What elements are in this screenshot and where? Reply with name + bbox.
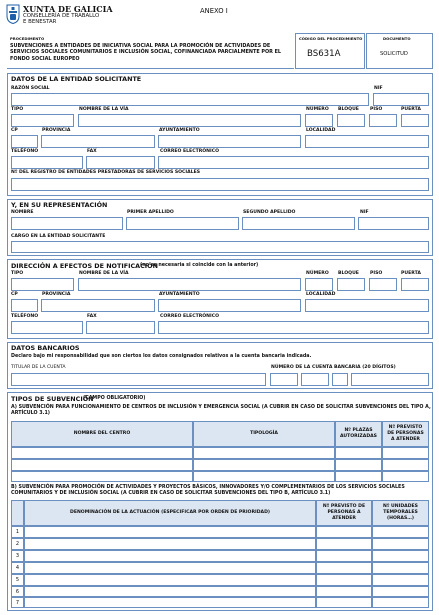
label-n-fax: FAX bbox=[87, 314, 97, 319]
label-n-ayuntamiento: AYUNTAMIENTO bbox=[159, 292, 200, 297]
table-b-row[interactable] bbox=[372, 574, 429, 586]
table-b-header-num bbox=[11, 500, 24, 526]
table-b-row-number: 4 bbox=[11, 562, 24, 574]
localidad-input[interactable] bbox=[305, 135, 429, 148]
n-bloque-input[interactable] bbox=[337, 278, 365, 291]
label-puerta: PUERTA bbox=[401, 107, 421, 112]
table-b-row[interactable] bbox=[24, 597, 316, 608]
representative-section-title: Y, EN SU REPRESENTACIÓN bbox=[11, 201, 108, 209]
table-b-row[interactable] bbox=[372, 562, 429, 574]
table-a-row[interactable] bbox=[11, 459, 193, 471]
annex-title: ANEXO I bbox=[200, 7, 228, 15]
label-rep-nif: NIF bbox=[360, 210, 369, 215]
table-b-row[interactable] bbox=[316, 562, 372, 574]
table-a-header-centro: NOMBRE DEL CENTRO bbox=[11, 421, 193, 447]
rep-apellido1-input[interactable] bbox=[126, 217, 239, 230]
table-b-row[interactable] bbox=[316, 538, 372, 550]
label-piso: PISO bbox=[370, 107, 383, 112]
document-label: DOCUMENTO bbox=[383, 36, 411, 41]
label-razon-social: RAZÓN SOCIAL bbox=[11, 86, 50, 91]
table-b-row[interactable] bbox=[24, 538, 316, 550]
label-n-localidad: LOCALIDAD bbox=[306, 292, 336, 297]
n-telefono-input[interactable] bbox=[11, 321, 83, 334]
table-b-row[interactable] bbox=[24, 550, 316, 562]
cuenta-dc-input[interactable] bbox=[332, 373, 348, 386]
provincia-input[interactable] bbox=[41, 135, 155, 148]
rep-nif-input[interactable] bbox=[358, 217, 429, 230]
table-a-header-personas: Nº PREVISTO DE PERSONAS A ATENDER bbox=[382, 421, 429, 447]
table-b-row[interactable] bbox=[24, 586, 316, 597]
xunta-logo bbox=[6, 4, 20, 24]
notification-section-title: DIRECCIÓN A EFECTOS DE NOTIFICACIÓN bbox=[11, 262, 158, 270]
label-localidad: LOCALIDAD bbox=[306, 128, 336, 133]
table-b-row[interactable] bbox=[372, 550, 429, 562]
fax-input[interactable] bbox=[86, 156, 155, 169]
table-a-row[interactable] bbox=[335, 447, 382, 459]
table-b-row[interactable] bbox=[372, 526, 429, 538]
table-a-row[interactable] bbox=[382, 447, 429, 459]
bank-section-title: DATOS BANCARIOS bbox=[11, 344, 80, 352]
n-fax-input[interactable] bbox=[86, 321, 155, 334]
table-a-row[interactable] bbox=[11, 471, 193, 482]
cuenta-oficina-input[interactable] bbox=[301, 373, 329, 386]
n-nombre-via-input[interactable] bbox=[78, 278, 301, 291]
entity-section-title: DATOS DE LA ENTIDAD SOLICITANTE bbox=[11, 75, 142, 83]
label-rep-apellido1: PRIMER APELLIDO bbox=[127, 210, 174, 215]
piso-input[interactable] bbox=[369, 114, 397, 127]
label-cuenta: NÚMERO DE LA CUENTA BANCARIA (20 DÍGITOS) bbox=[271, 365, 396, 370]
table-b-row[interactable] bbox=[372, 538, 429, 550]
label-telefono: TELÉFONO bbox=[11, 149, 39, 154]
label-titular: TITULAR DE LA CUENTA bbox=[11, 365, 66, 370]
procedure-code-value: BS631A bbox=[307, 49, 341, 59]
ayuntamiento-input[interactable] bbox=[158, 135, 301, 148]
procedure-code-label: CÓDIGO DEL PROCEDIMIENTO bbox=[299, 36, 363, 41]
titular-input[interactable] bbox=[11, 373, 266, 386]
table-b-row-number: 1 bbox=[11, 526, 24, 538]
label-n-correo: CORREO ELECTRÓNICO bbox=[160, 314, 219, 319]
registro-input[interactable] bbox=[11, 178, 429, 191]
rep-cargo-input[interactable] bbox=[11, 241, 429, 253]
telefono-input[interactable] bbox=[11, 156, 83, 169]
table-b-row[interactable] bbox=[24, 574, 316, 586]
subsidy-a-text: A) SUBVENCIÓN PARA FUNCIONAMIENTO DE CENTROS DE INCLUSIÓN Y EMERGENCIA SOCIAL (A CUBRIR EN CASO DE SOLICITAR SUBVENCIONES DEL TIPO A, ARTÍCULO 3.1) bbox=[11, 405, 431, 417]
table-a-row[interactable] bbox=[382, 471, 429, 482]
n-numero-input[interactable] bbox=[305, 278, 333, 291]
label-numero: NÚMERO bbox=[306, 107, 329, 112]
label-bloque: BLOQUE bbox=[338, 107, 359, 112]
table-b-header-denominacion: DENOMINACIÓN DE LA ACTUACIÓN (ESPECIFICAR POR ORDEN DE PRIORIDAD) bbox=[24, 500, 316, 526]
table-b-header-unidades: Nº UNIDADES TEMPORALES (HORAS…) bbox=[372, 500, 429, 526]
razon-social-input[interactable] bbox=[11, 93, 369, 106]
label-n-telefono: TELÉFONO bbox=[11, 314, 39, 319]
label-provincia: PROVINCIA bbox=[42, 128, 71, 133]
logo-subtitle-2: E BENESTAR bbox=[23, 19, 57, 25]
table-a-row[interactable] bbox=[335, 471, 382, 482]
subsidy-section-title: TIPOS DE SUBVENCIÓN bbox=[11, 395, 94, 403]
n-correo-input[interactable] bbox=[158, 321, 429, 334]
label-rep-nombre: NOMBRE bbox=[11, 210, 34, 215]
nombre-via-input[interactable] bbox=[78, 114, 301, 127]
table-b-row[interactable] bbox=[316, 586, 372, 597]
label-ayuntamiento: AYUNTAMIENTO bbox=[159, 128, 200, 133]
table-b-row[interactable] bbox=[316, 526, 372, 538]
label-n-nombre-via: NOMBRE DE LA VÍA bbox=[79, 271, 129, 276]
document-value: SOLICITUD bbox=[380, 51, 408, 57]
n-localidad-input[interactable] bbox=[305, 299, 429, 312]
table-a-row[interactable] bbox=[382, 459, 429, 471]
label-nif: NIF bbox=[374, 86, 383, 91]
label-n-tipo: TIPO bbox=[11, 271, 24, 276]
table-b-row-number: 3 bbox=[11, 550, 24, 562]
n-puerta-input[interactable] bbox=[401, 278, 429, 291]
table-a-row[interactable] bbox=[11, 447, 193, 459]
label-tipo: TIPO bbox=[11, 107, 24, 112]
label-n-bloque: BLOQUE bbox=[338, 271, 359, 276]
table-b-row-number: 5 bbox=[11, 574, 24, 586]
table-b-row[interactable] bbox=[24, 526, 316, 538]
nif-input[interactable] bbox=[373, 93, 429, 106]
logo-title: XUNTA DE GALICIA bbox=[23, 4, 113, 14]
notification-section-note: (no es necesaria si coincide con la anterior) bbox=[140, 263, 259, 268]
tipo-input[interactable] bbox=[11, 114, 74, 127]
n-piso-input[interactable] bbox=[369, 278, 397, 291]
n-cp-input[interactable] bbox=[11, 299, 38, 312]
rep-nombre-input[interactable] bbox=[11, 217, 123, 230]
table-a-header-plazas: Nº PLAZAS AUTORIZADAS bbox=[335, 421, 382, 447]
n-tipo-input[interactable] bbox=[11, 278, 74, 291]
table-b-row[interactable] bbox=[316, 550, 372, 562]
cp-input[interactable] bbox=[11, 135, 38, 148]
table-b-row[interactable] bbox=[316, 597, 372, 608]
table-b-row[interactable] bbox=[316, 574, 372, 586]
label-rep-cargo: CARGO EN LA ENTIDAD SOLICITANTE bbox=[11, 234, 106, 239]
xunta-shield-icon bbox=[6, 4, 20, 24]
label-correo: CORREO ELECTRÓNICO bbox=[160, 149, 219, 154]
table-b-header-personas: Nº PREVISTO DE PERSONAS A ATENDER bbox=[316, 500, 372, 526]
correo-input[interactable] bbox=[158, 156, 429, 169]
label-nombre-via: NOMBRE DE LA VÍA bbox=[79, 107, 129, 112]
label-registro: Nº DEL REGISTRO DE ENTIDADES PRESTADORAS DE SERVICIOS SOCIALES bbox=[11, 170, 201, 175]
label-n-cp: CP bbox=[11, 292, 18, 297]
table-a-row[interactable] bbox=[335, 459, 382, 471]
n-ayuntamiento-input[interactable] bbox=[158, 299, 301, 312]
n-provincia-input[interactable] bbox=[41, 299, 155, 312]
subsidy-b-text: B) SUBVENCIÓN PARA PROMOCIÓN DE ACTIVIDADES Y PROYECTOS BÁSICOS, INNOVADORES Y/O COMPLEMENTARIOS DE LOS SERVICIOS SOCIALES COMUNITARIOS Y DE INCLUSIÓN SOCIAL (A CUBRIR EN CASO DE SOLICITAR SUBVENCIONES DEL TIPO B, ARTÍCULO 3.1) bbox=[11, 485, 405, 497]
label-n-numero: NÚMERO bbox=[306, 271, 329, 276]
puerta-input[interactable] bbox=[401, 114, 429, 127]
label-fax: FAX bbox=[87, 149, 97, 154]
subsidy-section-note: (CAMPO OBLIGATORIO) bbox=[83, 396, 146, 401]
bloque-input[interactable] bbox=[337, 114, 365, 127]
table-a-row[interactable] bbox=[193, 459, 335, 471]
label-rep-apellido2: SEGUNDO APELLIDO bbox=[243, 210, 296, 215]
rep-apellido2-input[interactable] bbox=[242, 217, 355, 230]
cuenta-numero-input[interactable] bbox=[351, 373, 429, 386]
table-a-header-tipologia: TIPOLOGÍA bbox=[193, 421, 335, 447]
label-cp: CP bbox=[11, 128, 18, 133]
table-b-row-number: 7 bbox=[11, 597, 24, 608]
label-n-piso: PISO bbox=[370, 271, 383, 276]
table-b-row-number: 6 bbox=[11, 586, 24, 597]
procedure-label: PROCEDIMENTO bbox=[10, 36, 45, 41]
procedure-text: SUBVENCIONES A ENTIDADES DE INICIATIVA SOCIAL PARA LA PROMOCIÓN DE ACTIVIDADES DE SERVICIOS SOCIALES COMUNITARIOS E INCLUSIÓN SOCIAL, COFINANCIADA PARCIALMENTE POR EL FONDO SOCIAL EUROPEO bbox=[10, 43, 282, 62]
table-a-row[interactable] bbox=[193, 471, 335, 482]
table-b-row[interactable] bbox=[372, 597, 429, 608]
label-n-puerta: PUERTA bbox=[401, 271, 421, 276]
logo-subtitle-1: CONSELLERÍA DE TRABALLO bbox=[23, 13, 100, 19]
bank-declaration: Declaro bajo mi responsabilidad que son ciertos los datos consignados relativos a la cuenta bancaria indicada. bbox=[11, 354, 312, 359]
table-b-row-number: 2 bbox=[11, 538, 24, 550]
table-b-row[interactable] bbox=[24, 562, 316, 574]
table-b-row[interactable] bbox=[372, 586, 429, 597]
label-n-provincia: PROVINCIA bbox=[42, 292, 71, 297]
table-a-row[interactable] bbox=[193, 447, 335, 459]
cuenta-entidad-input[interactable] bbox=[270, 373, 298, 386]
numero-input[interactable] bbox=[305, 114, 333, 127]
